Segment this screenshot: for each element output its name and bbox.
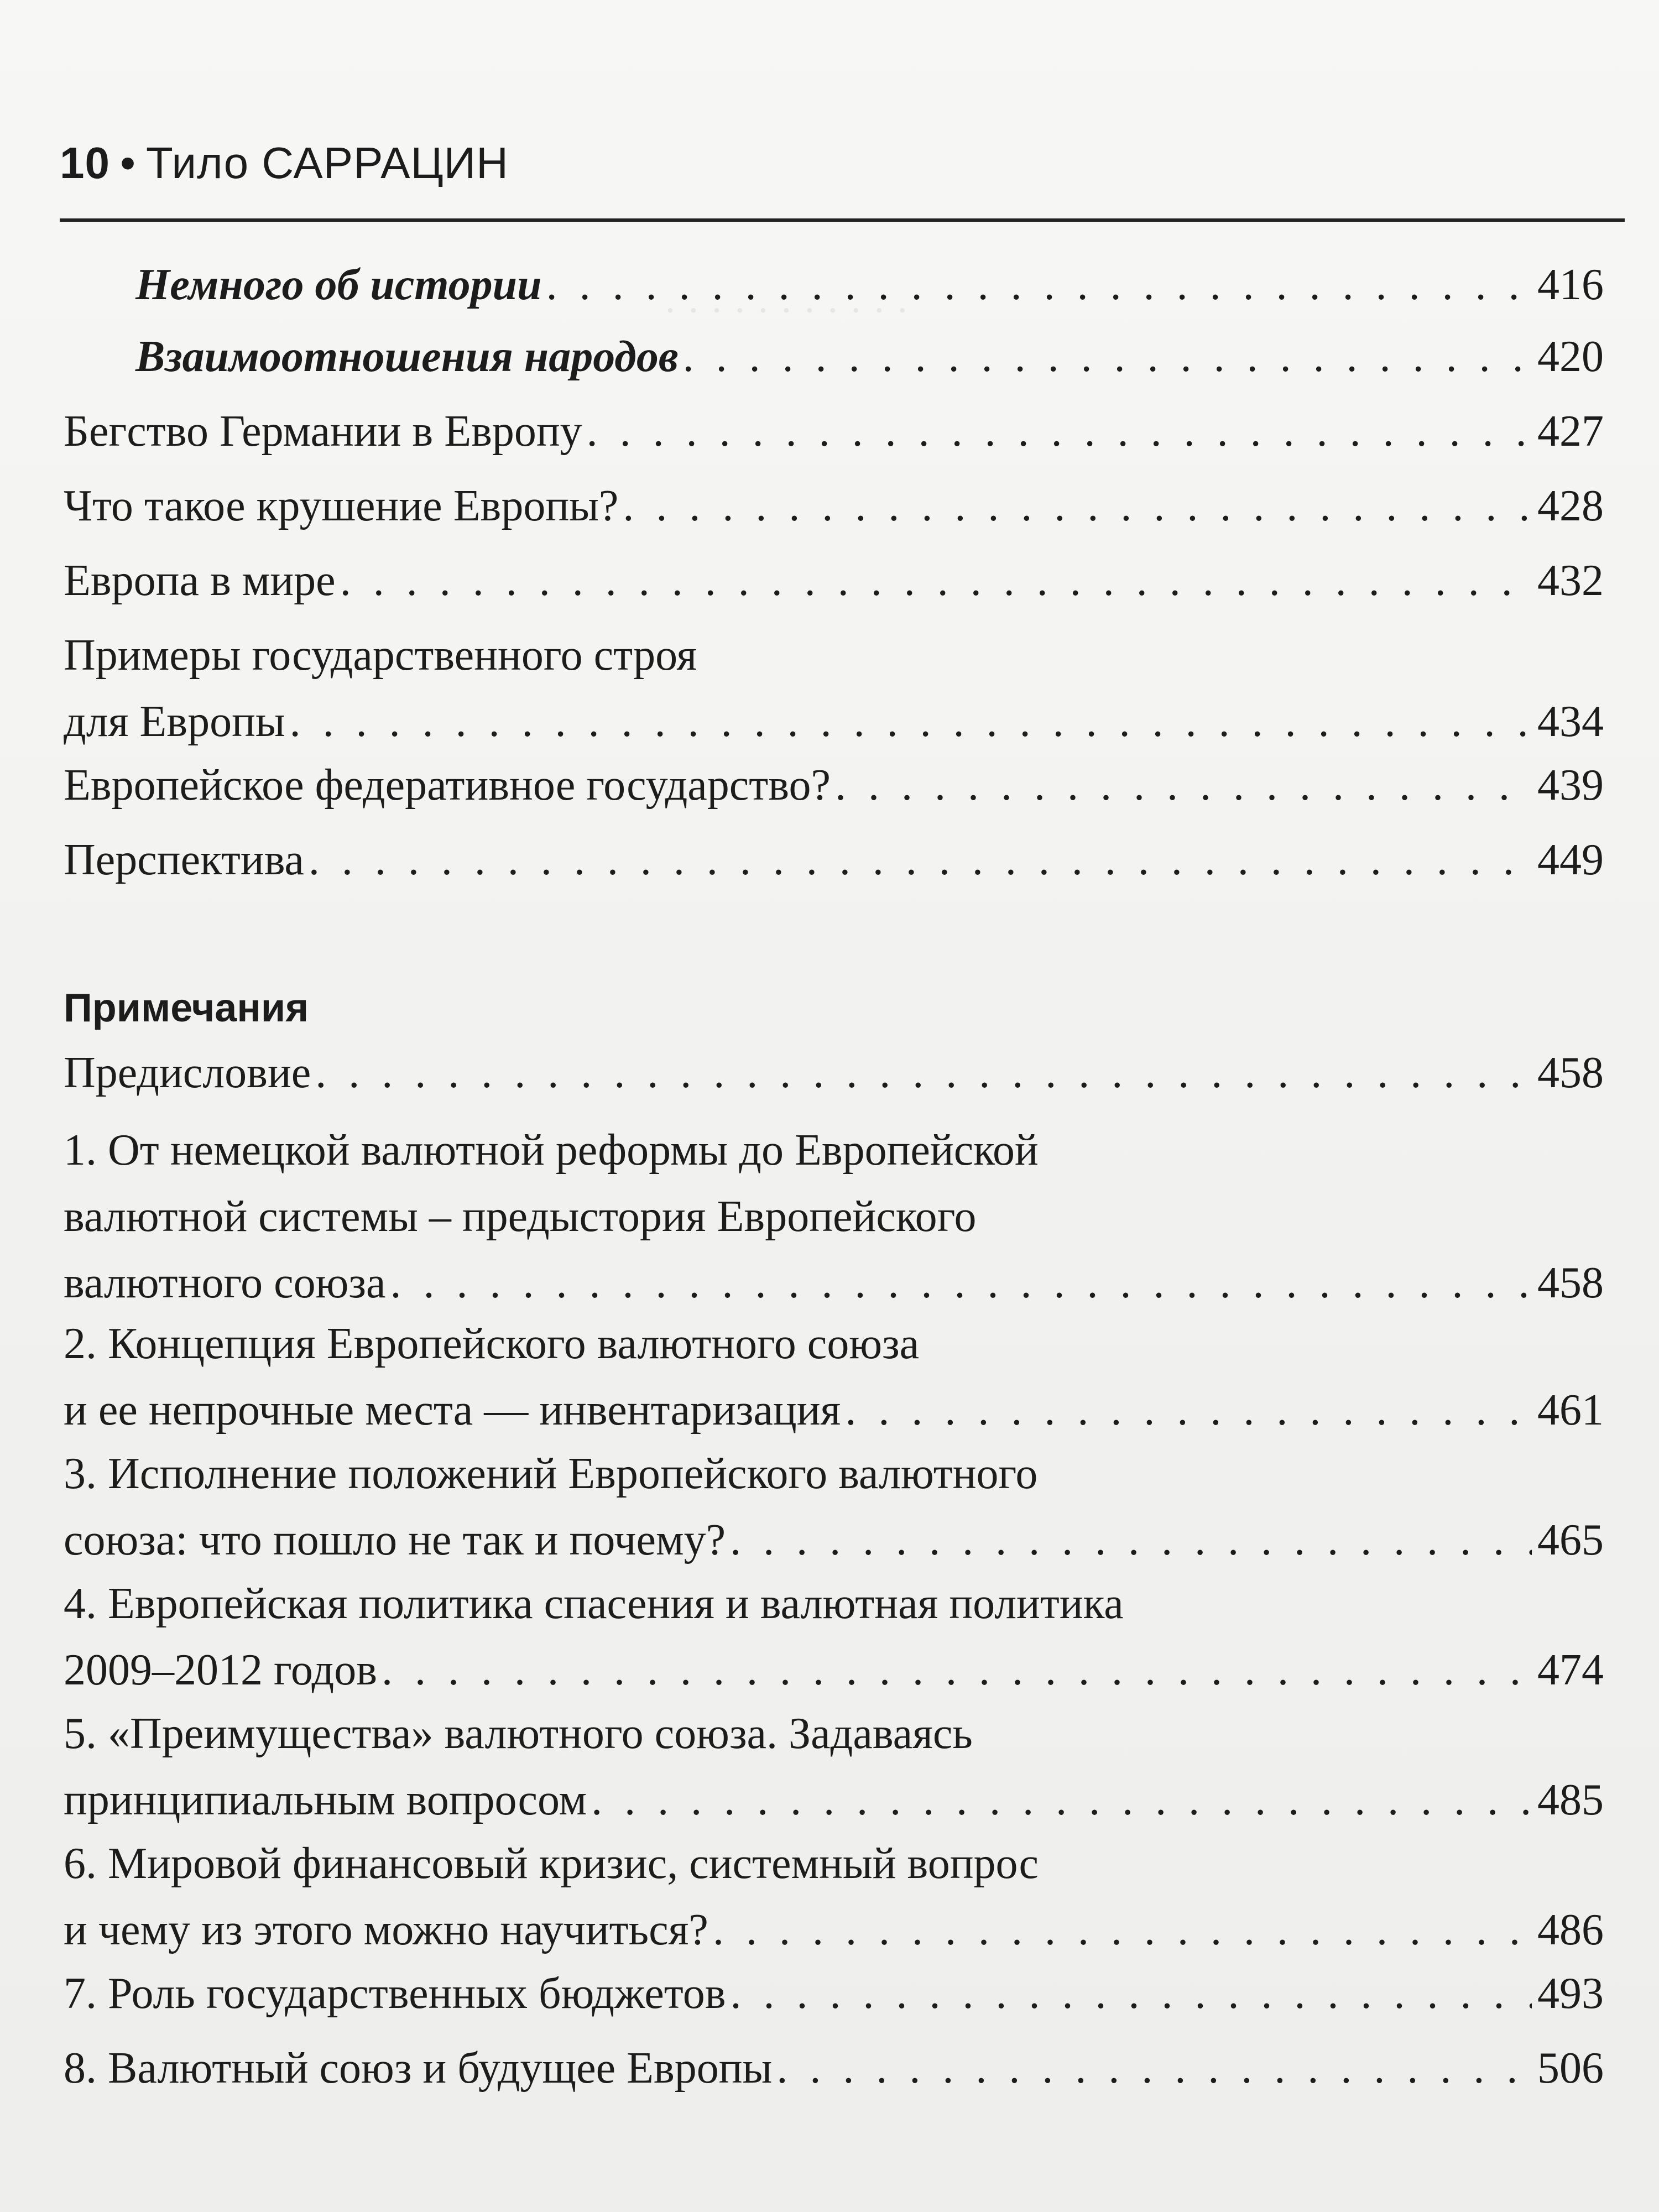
leader-dots <box>623 473 1532 539</box>
toc-entry-page: 428 <box>1537 482 1604 530</box>
toc-entry-title-line: для Европы <box>64 697 285 746</box>
toc-entry-title: Перспектива <box>64 836 304 884</box>
header-separator: • <box>119 138 136 187</box>
leader-dots <box>309 827 1532 893</box>
leader-dots <box>683 324 1532 390</box>
leader-dots <box>390 1250 1532 1316</box>
leader-dots <box>835 752 1532 818</box>
leader-dots <box>382 1637 1532 1703</box>
toc-entry-title-line: и ее непрочные места — инвентаризация <box>64 1386 841 1434</box>
toc-entry-page: 449 <box>1537 836 1604 884</box>
toc-entry <box>64 1441 1604 1573</box>
toc-entry-page: 427 <box>1537 407 1604 456</box>
leader-dots <box>713 1897 1532 1963</box>
toc-entry <box>64 2035 1604 2101</box>
toc-entry <box>64 1040 1604 1106</box>
toc-entry-title: Европейское федеративное государство? <box>64 761 831 810</box>
toc-entry-title: Европа в мире <box>64 556 336 605</box>
toc-entry-page: 458 <box>1537 1259 1604 1307</box>
toc-entry-title-line: валютного союза <box>64 1259 386 1307</box>
toc-entry-title-line: 2. Концепция Европейского валютного союза <box>64 1319 920 1368</box>
leader-dots <box>591 1767 1532 1833</box>
toc-entry-title: Предисловие <box>64 1048 311 1097</box>
toc-entry-title-line: 4. Европейская политика спасения и валютная политика <box>64 1579 1124 1628</box>
leader-dots <box>730 1507 1532 1573</box>
toc-entry-title-line: валютной системы – предыстория Европейского <box>64 1192 977 1241</box>
toc-entry-page: 465 <box>1537 1516 1604 1564</box>
toc-entry-page: 420 <box>1537 332 1604 381</box>
header-rule <box>60 218 1625 222</box>
toc-entry-page: 439 <box>1537 761 1604 810</box>
leader-dots <box>845 1377 1532 1443</box>
leader-dots <box>315 1040 1532 1106</box>
toc-entry <box>135 324 1604 390</box>
toc-entry-title: 7. Роль государственных бюджетов <box>64 1969 726 2018</box>
leader-dots <box>290 688 1532 755</box>
toc-entry-title-line: союза: что пошло не так и почему? <box>64 1516 726 1564</box>
leader-dots <box>546 252 1532 318</box>
toc-entry <box>64 1117 1604 1316</box>
toc-entry-title: Немного об истории <box>135 260 542 309</box>
toc-entry-page: 474 <box>1537 1646 1604 1694</box>
toc-entry-page: 486 <box>1537 1906 1604 1954</box>
toc-entry <box>64 547 1604 614</box>
toc-entry <box>64 1700 1604 1833</box>
toc-entry <box>64 398 1604 465</box>
show-through-text: · · · · · · · · · · · <box>664 288 909 332</box>
toc-entry <box>64 1960 1604 2027</box>
toc-entry-page: 458 <box>1537 1048 1604 1097</box>
toc-entry-page: 416 <box>1537 260 1604 309</box>
toc-entry-title-line: 1. От немецкой валютной реформы до Европейской <box>64 1126 1039 1175</box>
toc-entry-title: Взаимоотношения народов <box>135 332 679 381</box>
toc-entry-page: 485 <box>1537 1776 1604 1824</box>
toc-entry <box>64 622 1604 755</box>
header-author: Тило САРРАЦИН <box>146 138 509 187</box>
toc-entry <box>64 827 1604 893</box>
leader-dots <box>587 398 1532 465</box>
notes-section-title: Примечания <box>64 986 309 1030</box>
toc-entry <box>64 1311 1604 1443</box>
toc-entry-page: 434 <box>1537 697 1604 746</box>
toc-entry-title: Что такое крушение Европы? <box>64 482 619 530</box>
running-header <box>60 138 509 187</box>
toc-entry <box>64 473 1604 539</box>
leader-dots <box>340 547 1532 614</box>
leader-dots <box>730 1960 1532 2027</box>
toc-entry <box>64 1830 1604 1963</box>
toc-entry-page: 506 <box>1537 2044 1604 2093</box>
toc-entry <box>64 1571 1604 1703</box>
toc-entry-page: 461 <box>1537 1386 1604 1434</box>
toc-entry-title-line: 6. Мировой финансовый кризис, системный вопрос <box>64 1839 1039 1888</box>
toc-entry-page: 493 <box>1537 1969 1604 2018</box>
toc-entry <box>135 252 1604 318</box>
page-number: 10 <box>60 138 110 187</box>
toc-entry-page: 432 <box>1537 556 1604 605</box>
toc-entry-title-line: и чему из этого можно научиться? <box>64 1906 708 1954</box>
toc-entry-title-line: принципиальным вопросом <box>64 1776 587 1824</box>
toc-entry-title: Бегство Германии в Европу <box>64 407 582 456</box>
leader-dots <box>776 2035 1532 2101</box>
toc-entry-title-line: 3. Исполнение положений Европейского валютного <box>64 1449 1038 1498</box>
toc-entry-title-line: 5. «Преимущества» валютного союза. Задаваясь <box>64 1709 973 1758</box>
toc-entry-title-line: 2009–2012 годов <box>64 1646 377 1694</box>
toc-entry-title-line: Примеры государственного строя <box>64 631 697 680</box>
toc-entry-title: 8. Валютный союз и будущее Европы <box>64 2044 773 2093</box>
toc-entry <box>64 752 1604 818</box>
